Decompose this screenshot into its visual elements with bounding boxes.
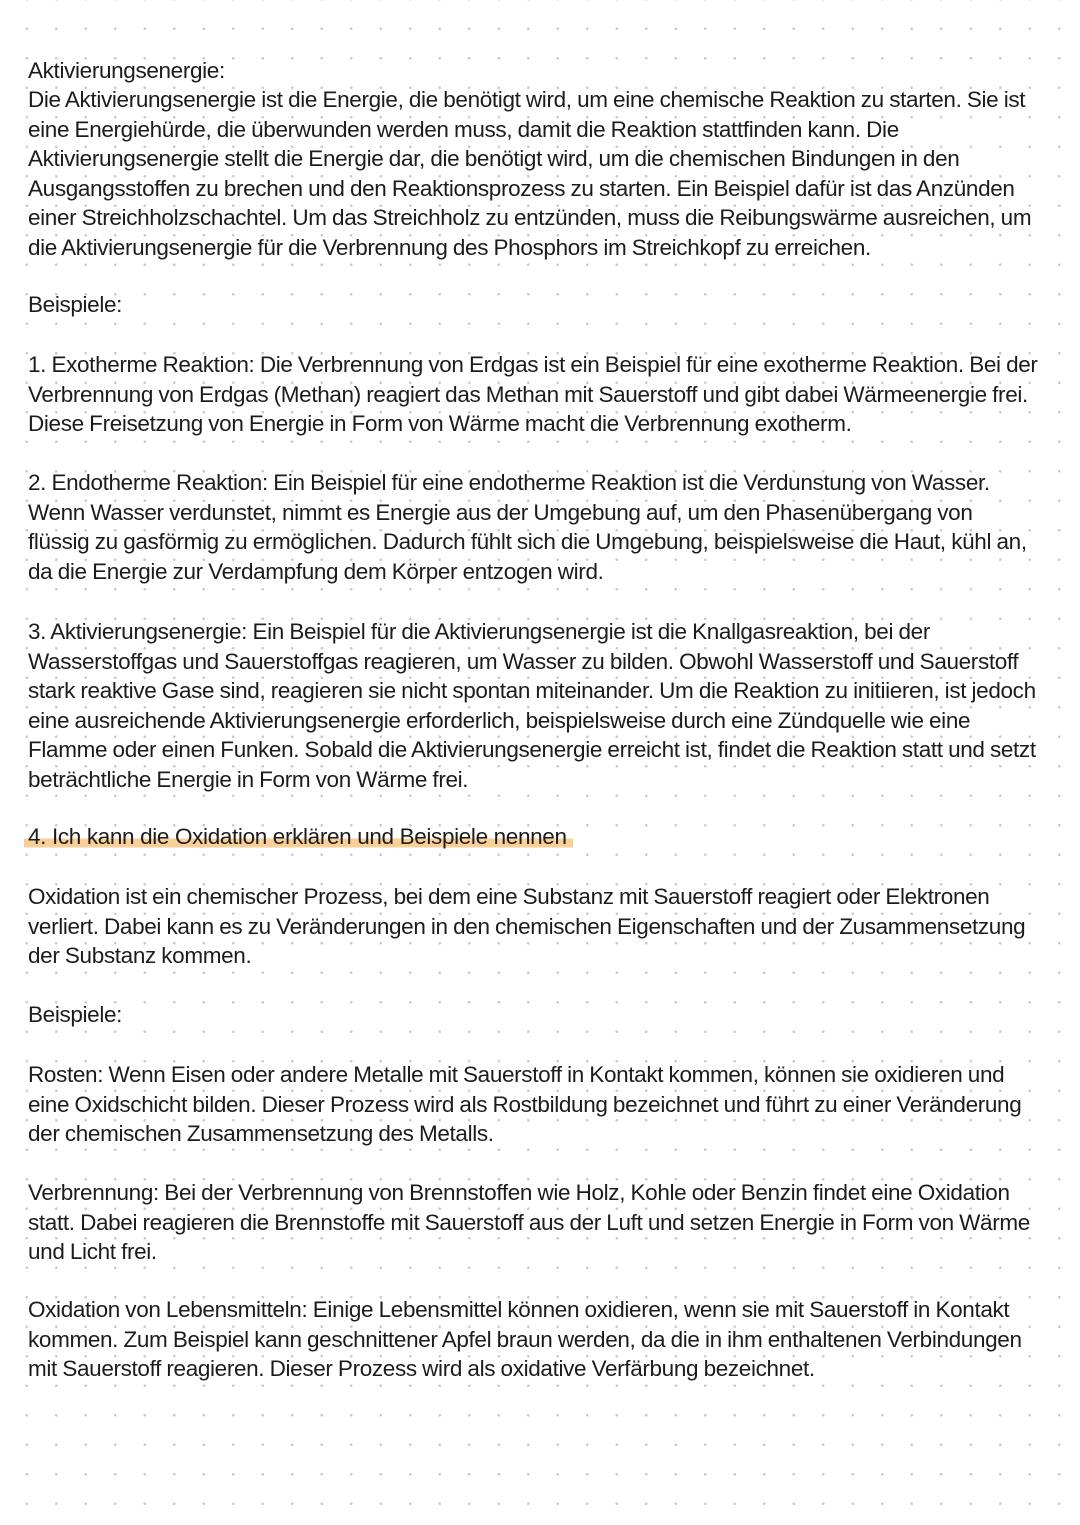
examples-heading-2: Beispiele: <box>28 1002 123 1027</box>
oxidation-heading: 4. Ich kann die Oxidation erklären und Beispiele nennen <box>24 822 573 852</box>
oxidation-paragraph: Oxidation ist ein chemischer Prozess, bei dem eine Substanz mit Sauerstoff reagiert oder Elektronen verliert. Dabei kann es zu Veränderungen in den chemischen Eigenschaften und der Zusammensetzung der Substanz kommen. <box>28 884 1026 968</box>
activation-heading: Aktivierungsenergie: <box>28 58 225 83</box>
example-activation-energy: 3. Aktivierungsenergie: Ein Beispiel für die Aktivierungsenergie ist die Knallgasreaktion, bei der Wasserstoffgas und Sauerstoffgas reagieren, um Wasser zu bilden. Obwohl Wasserstoff und Sauerstoff stark reaktive Gase sind, reagieren sie nicht spontan miteinander. Um die Reaktion zu initiieren, ist jedoch eine ausreichende Aktivierungsenergie erforderlich, beispielsweise durch eine Zündquelle wie eine Flamme oder einen Funken. Sobald die Aktivierungsenergie erreicht ist, findet die Reaktion statt und setzt beträchtliche Energie in Form von Wärme frei. <box>28 619 1036 792</box>
example-endothermic: 2. Endotherme Reaktion: Ein Beispiel für eine endotherme Reaktion ist die Verdunstung von Wasser. Wenn Wasser verdunstet, nimmt es Energie aus der Umgebung auf, um den Phasenübergang von flüssig zu gasförmig zu ermöglichen. Dadurch fühlt sich die Umgebung, beispielsweise die Haut, kühl an, da die Energie zur Verdampfung dem Körper entzogen wird. <box>28 470 1027 584</box>
example-exothermic: 1. Exotherme Reaktion: Die Verbrennung von Erdgas ist ein Beispiel für eine exotherme Reaktion. Bei der Verbrennung von Erdgas (Methan) reagiert das Methan mit Sauerstoff und gibt dabei Wärmeenergie frei. Diese Freisetzung von Energie in Form von Wärme macht die Verbrennung exotherm. <box>28 352 1038 436</box>
example-food-oxidation: Oxidation von Lebensmitteln: Einige Lebensmittel können oxidieren, wenn sie mit Sauerstoff in Kontakt kommen. Zum Beispiel kann geschnittener Apfel braun werden, da die in ihm enthaltenen Verbindungen mit Sauerstoff reagieren. Dieser Prozess wird als oxidative Verfärbung bezeichnet. <box>28 1297 1022 1381</box>
activation-paragraph: Die Aktivierungsenergie ist die Energie, die benötigt wird, um eine chemische Reaktion zu starten. Sie ist eine Energiehürde, die überwunden werden muss, damit die Reaktion stattfinden kann. Die Aktivierungsenergie stellt die Energie dar, die benötigt wird, um die chemischen Bindungen in den Ausgangsstoffen zu brechen und den Reaktionsprozess zu starten. Ein Beispiel dafür ist das Anzünden einer Streichholzschachtel. Um das Streichholz zu entzünden, muss die Reibungswärme ausreichen, um die Aktivierungsenergie für die Verbrennung des Phosphors im Streichkopf zu erreichen. <box>28 87 1032 260</box>
example-rusting: Rosten: Wenn Eisen oder andere Metalle mit Sauerstoff in Kontakt kommen, können sie oxidieren und eine Oxidschicht bilden. Dieser Prozess wird als Rostbildung bezeichnet und führt zu einer Veränderung der chemischen Zusammensetzung des Metalls. <box>28 1062 1022 1146</box>
examples-heading-1: Beispiele: <box>28 292 123 317</box>
example-combustion: Verbrennung: Bei der Verbrennung von Brennstoffen wie Holz, Kohle oder Benzin findet eine Oxidation statt. Dabei reagieren die Brennstoffe mit Sauerstoff aus der Luft und setzen Energie in Form von Wärme und Licht frei. <box>28 1180 1030 1264</box>
oxidation-heading-wrapper <box>24 822 573 852</box>
